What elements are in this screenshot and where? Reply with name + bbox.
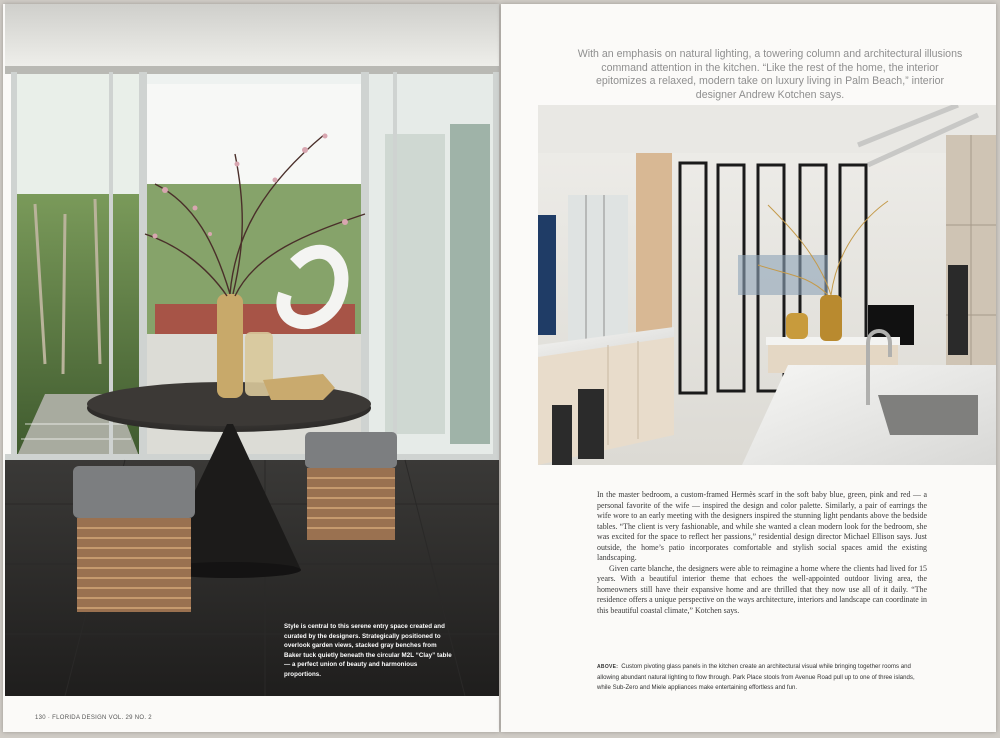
caption-label: ABOVE: (597, 664, 619, 670)
kitchen-photo (538, 105, 996, 465)
body-paragraph: Given carte blanche, the designers were able to reimagine a home where the clients had lived for 15 years. With a beautiful interior theme that echoes the well-appointed outdoor living area, the homeowners still have their expansive home and are thrilled that they now use all of it daily. “The residence offers a unique perspective on the ways architecture, interiors and landscape can coordinate in this beautiful coastal climate,” Kotchen says. (597, 563, 927, 615)
entry-space-photo (5, 4, 499, 696)
photo-caption-right (597, 662, 927, 692)
photo-caption-left: Style is central to this serene entry space created and curated by the designers. Strategically positioned to overlook garden views, stacked gray benches from Baker tuck quietly beneath the circular M2L “Clay” table — a perfect union of beauty and harmonious proportions. (284, 623, 452, 678)
caption-text: Custom pivoting glass panels in the kitchen create an architectural visual while bringing together rooms and allowing abundant natural lighting to flow through. Park Place stools from Avenue Road pull up to one of three islands, while Sub-Zero and Miele appliances make entertaining effortless and fun. (597, 663, 915, 691)
page-folio: 130 · FLORIDA DESIGN VOL. 29 NO. 2 (35, 715, 152, 721)
left-page (3, 4, 499, 732)
pull-quote: With an emphasis on natural lighting, a towering column and architectural illusions command attention in the kitchen. “Like the rest of the home, the interior epitomizes a relaxed, modern take on luxury living in Palm Beach,” interior designer Andrew Kotchen says. (577, 48, 963, 101)
article-body (597, 490, 927, 616)
body-paragraph: In the master bedroom, a custom-framed Hermès scarf in the soft baby blue, green, pink and red — a personal favorite of the wife — inspired the design and color palette. Similarly, a pair of earrings the wife wore to an early meeting with the designers inspired the stunning light pendants above the bedside tables. “The client is very fashionable, and while she wanted a clean modern look for the bedroom, she was excited for the space to reflect her passions,” residential design director Michael Ellison says. Just outside, the home’s patio incorporates comfortable and stylish social spaces amid the existing landscaping. (597, 490, 927, 562)
right-page (501, 4, 996, 732)
